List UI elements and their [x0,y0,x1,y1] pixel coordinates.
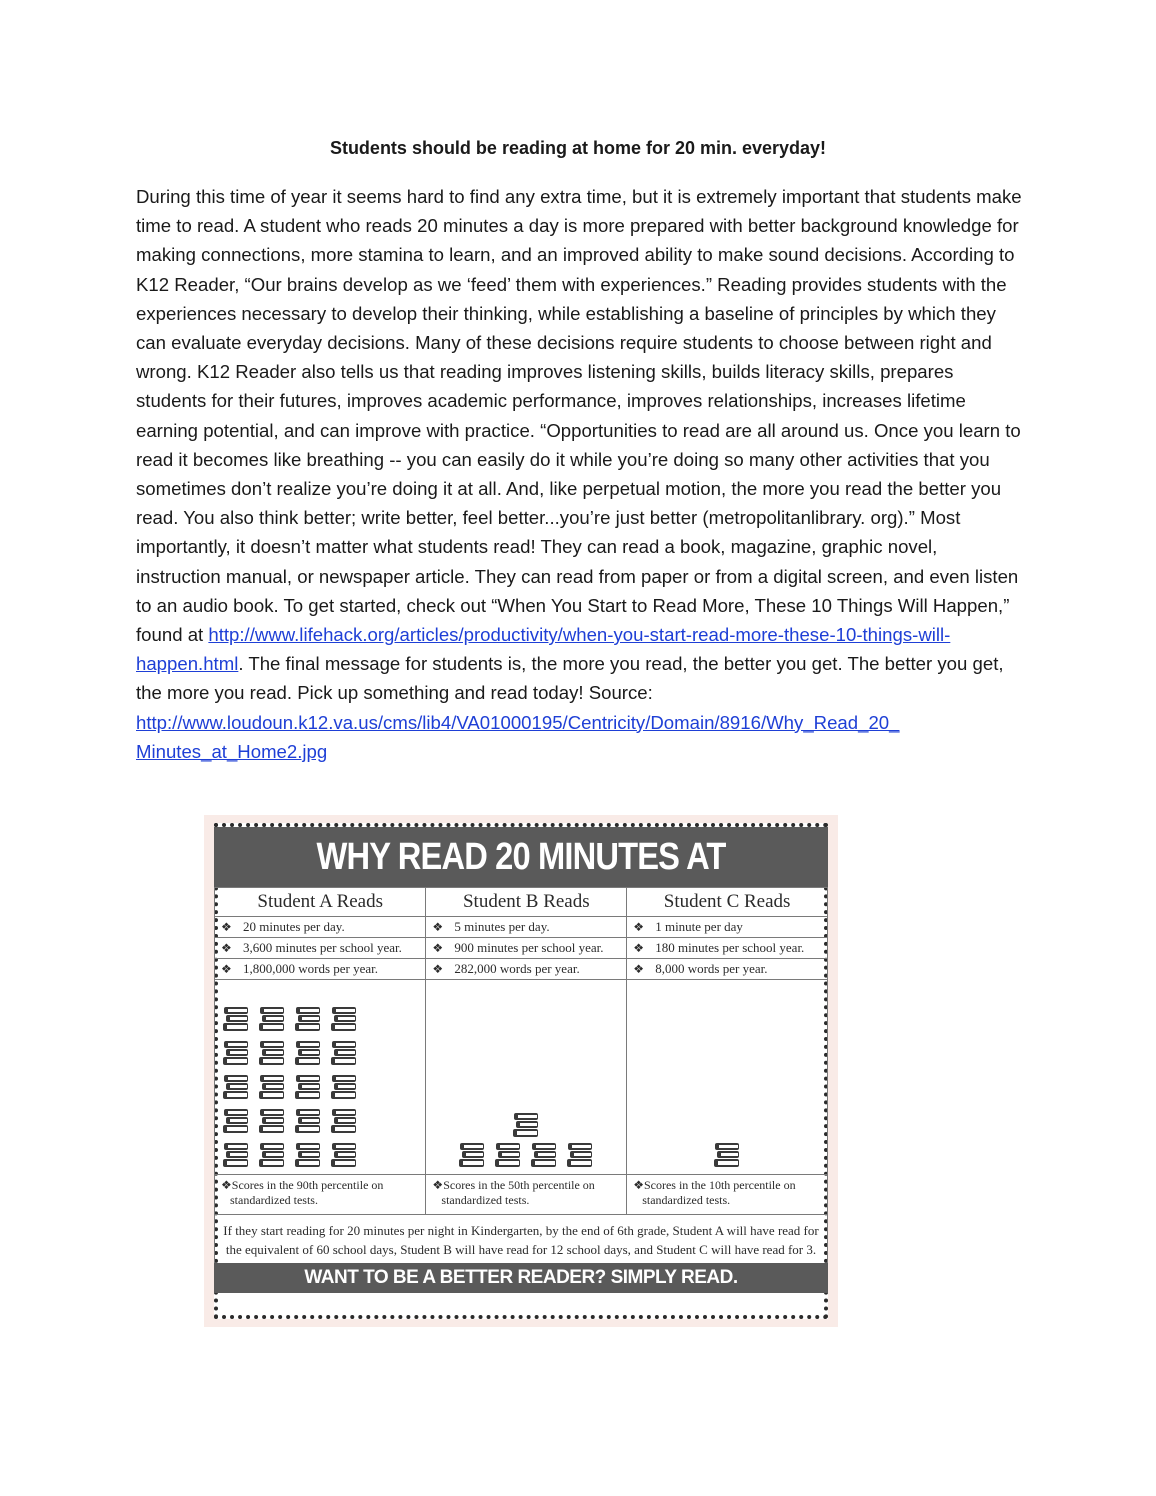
stat-cell [426,938,627,959]
table-row [215,917,828,938]
book-stack-icon [329,1140,359,1170]
book-stack-icon [257,1140,287,1170]
diamond-bullet-icon: ❖ [221,1178,232,1192]
book-stack-pyramid [432,1110,620,1170]
stat-text: 180 minutes per school year. [655,940,805,955]
diamond-bullet-icon: ❖ [633,962,644,976]
book-stack-icon [257,1004,287,1034]
score-line2: standardized tests. [230,1193,318,1207]
stat-cell [215,917,426,938]
infographic-image [204,815,838,1327]
diamond-bullet-icon: ❖ [633,1178,644,1192]
stat-cell [215,938,426,959]
book-stack-icon [221,1140,251,1170]
source-link-line2[interactable]: Minutes_at_Home2.jpg [136,740,328,762]
book-stack-icon [329,1038,359,1068]
stat-cell [627,917,828,938]
stat-text: 1,800,000 words per year. [243,961,379,976]
stat-cell [627,938,828,959]
source-link[interactable] [136,712,899,762]
score-cell [215,1175,426,1215]
infographic-summary: If they start reading for 20 minutes per night in Kindergarten, by the end of 6th grade, Student A will have read for the equivalent of 60 school days, Student B will have read for 12 school days, and Student C will have read for 3. [214,1215,828,1263]
book-stack-icon [329,1004,359,1034]
book-stack-icon [329,1072,359,1102]
book-stack-icon [712,1140,742,1170]
book-stack-icon [293,1004,323,1034]
book-stack-icon [257,1072,287,1102]
diamond-bullet-icon: ❖ [221,962,232,976]
book-stack-icon [221,1038,251,1068]
infographic-content [214,827,828,1317]
diamond-bullet-icon: ❖ [221,941,232,955]
diamond-bullet-icon: ❖ [432,1178,444,1192]
article-paragraph [136,182,1022,766]
score-cell [426,1175,627,1215]
book-row-top [511,1110,541,1140]
stat-text: 1 minute per day [655,919,743,934]
stat-cell [426,959,627,980]
book-stack-icon [493,1140,523,1170]
book-stack-icon [221,1004,251,1034]
book-stack-icon [293,1038,323,1068]
book-stack-single [633,1140,821,1170]
paragraph-text-closing: . The final message for students is, the more you read, the better you get. The better you get, the more you read. Pick up something and read today! Source: [136,653,1004,704]
book-stack-grid [221,1004,371,1170]
stat-text: 8,000 words per year. [655,961,768,976]
books-row [215,980,828,1175]
stat-cell [426,917,627,938]
diamond-bullet-icon: ❖ [432,941,444,955]
stat-cell [215,959,426,980]
stat-cell [627,959,828,980]
score-line1: Scores in the 90th percentile on [231,1178,384,1192]
book-stack-icon [293,1106,323,1136]
lifehack-link-line2[interactable]: happen.html [136,653,239,675]
infographic-footer: WANT TO BE A BETTER READER? SIMPLY READ. [214,1263,828,1293]
book-stack-icon [457,1140,487,1170]
diamond-bullet-icon: ❖ [432,962,444,976]
book-stack-icon [565,1140,595,1170]
score-line1: Scores in the 50th percentile on [443,1178,595,1192]
stat-text: 5 minutes per day. [454,919,550,934]
student-a-header: Student A Reads [215,888,426,917]
stat-text: 282,000 words per year. [454,961,580,976]
book-stack-icon [329,1106,359,1136]
student-b-books [426,980,627,1175]
book-stack-icon [529,1140,559,1170]
book-stack-icon [257,1106,287,1136]
infographic-banner [214,827,828,887]
table-row [215,938,828,959]
infographic-banner-text: WHY READ 20 MINUTES AT [257,827,785,887]
student-a-books [215,980,426,1175]
paragraph-text-main: During this time of year it seems hard to find any extra time, but it is extremely important that students make time to read. A student who reads 20 minutes a day is more prepared with better background knowledge for making connections, more stamina to learn, and an improved ability to make sound decisions. According to K12 Reader, “Our brains develop as we ‘feed’ them with experiences.” Reading provides students with the experiences necessary to develop their thinking, while establishing a baseline of principles by which they can evaluate everyday decisions. Many of these decisions require students to choose between right and wrong. K12 Reader also tells us that reading improves listening skills, builds literacy skills, prepares students for their futures, improves academic performance, improves relationships, increases lifetime earning potential, and can improve with practice. “Opportunities to read are all around us. Once you learn to read it becomes like breathing -- you can easily do it while you’re doing so many other activities that you sometimes don’t realize you’re doing it at all. And, like perpetual motion, the more you read the better you read. You also think better; write better, feel better...you’re just better (metropolitanlibrary. org).” Most importantly, it doesn’t matter what students read! They can read a book, magazine, graphic novel, instruction manual, or newspaper article. They can read from paper or from a digital screen, and even listen to an audio book. To get started, check out “When You Start to Read More, These 10 Things Will Happen,” found at [136,186,1022,646]
lifehack-link-line1[interactable]: http://www.lifehack.org/articles/productivity/when-you-start-read-more-these-10-things-will- [208,624,951,646]
source-link-line1[interactable]: http://www.loudoun.k12.va.us/cms/lib4/VA01000195/Centricity/Domain/8916/Why_Read_20_ [136,711,900,733]
book-row [712,1140,742,1170]
diamond-bullet-icon: ❖ [633,920,644,934]
student-c-books [627,980,828,1175]
stat-text: 900 minutes per school year. [454,940,604,955]
book-stack-icon [511,1110,541,1140]
book-stack-icon [221,1072,251,1102]
diamond-bullet-icon: ❖ [432,920,444,934]
book-stack-icon [257,1038,287,1068]
score-line1: Scores in the 10th percentile on [643,1178,796,1192]
score-line2: standardized tests. [642,1193,731,1207]
book-row-bottom [457,1140,595,1170]
score-cell [627,1175,828,1215]
stat-text: 20 minutes per day. [243,919,345,934]
book-stack-icon [221,1106,251,1136]
student-b-header: Student B Reads [426,888,627,917]
comparison-table [214,887,828,1215]
page-title: Students should be reading at home for 20 min. everyday! [329,138,827,158]
diamond-bullet-icon: ❖ [633,941,644,955]
score-line2: standardized tests. [441,1193,530,1207]
table-header-row [215,888,828,917]
book-stack-icon [293,1140,323,1170]
article-body [136,182,1022,766]
scores-row [215,1175,828,1215]
stat-text: 3,600 minutes per school year. [243,940,402,955]
table-row [215,959,828,980]
diamond-bullet-icon: ❖ [221,920,232,934]
book-stack-icon [293,1072,323,1102]
student-c-header: Student C Reads [627,888,828,917]
